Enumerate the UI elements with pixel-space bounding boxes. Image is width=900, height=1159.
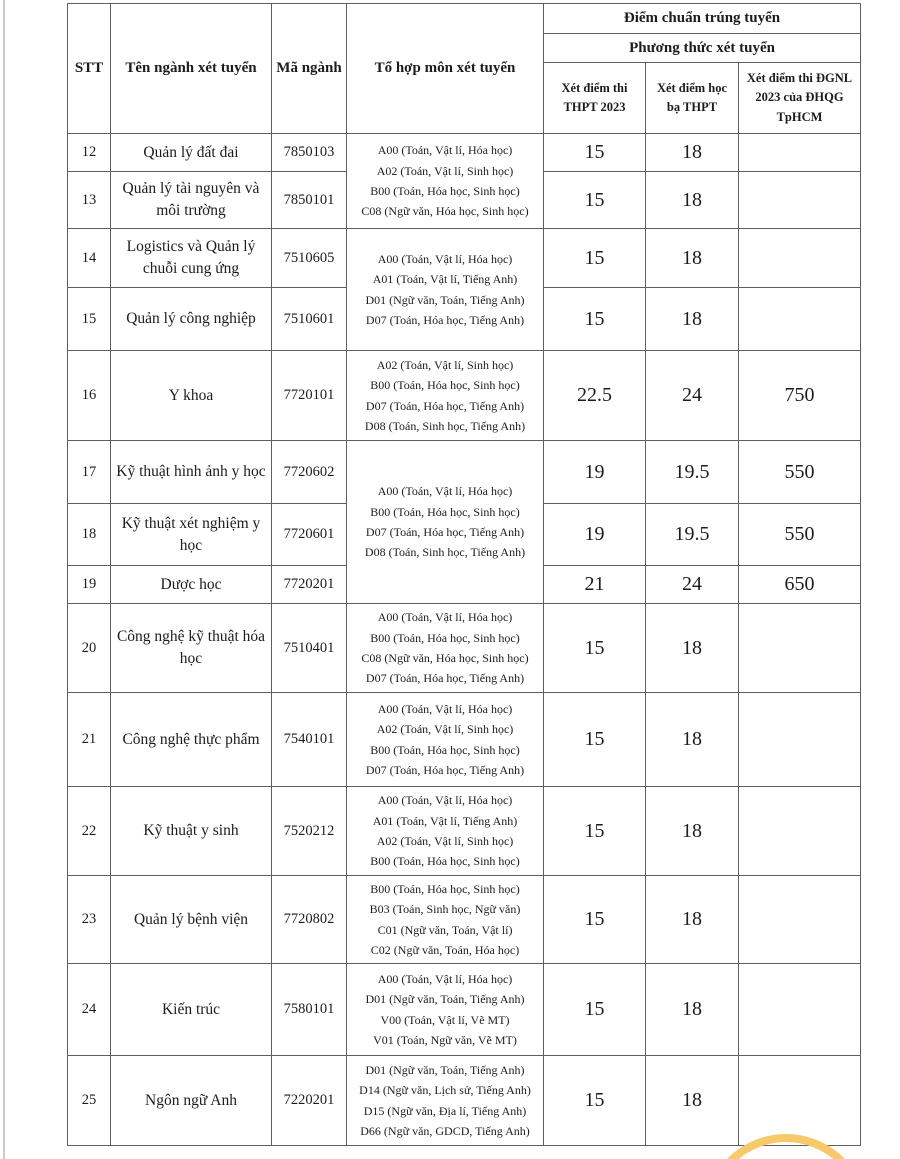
- combo-line: A00 (Toán, Vật lí, Hóa học): [377, 251, 513, 266]
- cell-subject-combo: [347, 876, 544, 964]
- cell-score-thpt: 15: [544, 876, 646, 964]
- combo-line: C08 (Ngữ văn, Hóa học, Sinh học): [361, 651, 529, 665]
- combo-line: A02 (Toán, Vật lí, Sinh học): [376, 834, 514, 848]
- cell-major-code: 7720802: [272, 876, 347, 964]
- cell-score-dgnl: [739, 288, 861, 351]
- cell-stt: 21: [68, 693, 111, 787]
- cell-score-dgnl: [739, 172, 861, 229]
- cell-stt: 15: [68, 288, 111, 351]
- cell-major-name: Ngôn ngữ Anh: [111, 1056, 272, 1146]
- cell-major-name: Kỹ thuật hình ảnh y học: [111, 441, 272, 504]
- cell-score-hocba: 19.5: [646, 441, 739, 504]
- combo-line: A00 (Toán, Vật lí, Hóa học): [377, 610, 513, 625]
- header-subject-combo: Tổ hợp môn xét tuyển: [347, 4, 544, 134]
- cell-subject-combo: [347, 604, 544, 693]
- cell-score-hocba: 18: [646, 1056, 739, 1146]
- combo-line: B00 (Toán, Hóa học, Sinh học): [370, 742, 520, 757]
- cell-major-name: Quản lý bệnh viện: [111, 876, 272, 964]
- cell-major-code: 7510605: [272, 229, 347, 288]
- combo-line: A00 (Toán, Vật lí, Hóa học): [377, 484, 513, 499]
- cell-major-code: 7540101: [272, 693, 347, 787]
- cell-major-code: 7220201: [272, 1056, 347, 1146]
- cell-score-thpt: 15: [544, 693, 646, 787]
- combo-line: V01 (Toán, Ngữ văn, Vẽ MT): [373, 1032, 517, 1047]
- cell-major-name: Y khoa: [111, 351, 272, 441]
- combo-line: A00 (Toán, Vật lí, Hóa học): [377, 143, 513, 158]
- cell-major-name: Quản lý đất đai: [111, 134, 272, 172]
- combo-line: A01 (Toán, Vật lí, Tiếng Anh): [372, 272, 518, 287]
- combo-line: B00 (Toán, Hóa học, Sinh học): [370, 854, 520, 869]
- combo-line: D01 (Ngữ văn, Toán, Tiếng Anh): [365, 1062, 525, 1077]
- table-row: [68, 229, 861, 288]
- cell-major-code: 7720101: [272, 351, 347, 441]
- combo-line: C02 (Ngữ văn, Toán, Hóa học): [370, 942, 520, 957]
- cell-stt: 17: [68, 441, 111, 504]
- cell-score-thpt: 21: [544, 566, 646, 604]
- cell-score-thpt: 15: [544, 604, 646, 693]
- cell-score-hocba: 18: [646, 876, 739, 964]
- combo-line: C08 (Ngữ văn, Hóa học, Sinh học): [361, 204, 529, 219]
- cell-major-code: 7720602: [272, 441, 347, 504]
- cell-score-hocba: 18: [646, 229, 739, 288]
- cell-major-code: 7510601: [272, 288, 347, 351]
- cell-stt: 23: [68, 876, 111, 964]
- table-row: [68, 1056, 861, 1146]
- combo-line: A00 (Toán, Vật lí, Hóa học): [377, 793, 513, 808]
- header-dgnl-score: Xét điểm thi ĐGNL 2023 của ĐHQG TpHCM: [739, 63, 861, 134]
- cell-stt: 13: [68, 172, 111, 229]
- combo-line: D14 (Ngữ văn, Lịch sử, Tiếng Anh): [359, 1083, 531, 1098]
- combo-line: A02 (Toán, Vật lí, Sinh học): [376, 722, 514, 737]
- combo-line: A00 (Toán, Vật lí, Hóa học): [377, 971, 513, 986]
- cell-score-dgnl: [739, 693, 861, 787]
- cell-major-code: 7580101: [272, 964, 347, 1056]
- cell-score-dgnl: 550: [739, 504, 861, 566]
- cell-major-name: Công nghệ kỹ thuật hóa học: [111, 604, 272, 693]
- cell-score-thpt: 15: [544, 1056, 646, 1146]
- cell-score-hocba: 18: [646, 964, 739, 1056]
- combo-line: V00 (Toán, Vật lí, Vẽ MT): [380, 1012, 510, 1027]
- cell-score-dgnl: [739, 229, 861, 288]
- cell-score-hocba: 24: [646, 351, 739, 441]
- cell-major-code: 7850103: [272, 134, 347, 172]
- combo-line: B03 (Toán, Sinh học, Ngữ văn): [369, 902, 521, 917]
- combo-line: D07 (Toán, Hóa học, Tiếng Anh): [365, 671, 525, 686]
- header-stt: STT: [68, 4, 111, 134]
- cell-score-dgnl: [739, 604, 861, 693]
- header-major-name: Tên ngành xét tuyển: [111, 4, 272, 134]
- cell-stt: 14: [68, 229, 111, 288]
- cell-score-dgnl: [739, 964, 861, 1056]
- cell-major-name: Kỹ thuật y sinh: [111, 787, 272, 876]
- cell-score-hocba: 19.5: [646, 504, 739, 566]
- cell-score-dgnl: 550: [739, 441, 861, 504]
- cell-score-thpt: 15: [544, 288, 646, 351]
- combo-line: A02 (Toán, Vật lí, Sinh học): [376, 163, 514, 178]
- combo-line: D07 (Toán, Hóa học, Tiếng Anh): [365, 398, 525, 413]
- table-row: [68, 604, 861, 693]
- page-edge-line: [3, 0, 5, 1159]
- combo-line: B00 (Toán, Hóa học, Sinh học): [370, 630, 520, 645]
- table-row: [68, 693, 861, 787]
- combo-line: A02 (Toán, Vật lí, Sinh học): [376, 357, 514, 372]
- combo-line: B00 (Toán, Hóa học, Sinh học): [370, 378, 520, 393]
- cell-subject-combo: [347, 229, 544, 351]
- header-benchmark-title: Điểm chuẩn trúng tuyển: [544, 4, 861, 34]
- cell-major-code: 7520212: [272, 787, 347, 876]
- combo-line: C01 (Ngữ văn, Toán, Vật lí): [377, 922, 513, 937]
- header-major-code: Mã ngành: [272, 4, 347, 134]
- header-method-title: Phương thức xét tuyển: [544, 34, 861, 63]
- cell-score-dgnl: [739, 876, 861, 964]
- cell-score-thpt: 19: [544, 441, 646, 504]
- cell-stt: 18: [68, 504, 111, 566]
- cell-subject-combo: [347, 693, 544, 787]
- cell-score-hocba: 18: [646, 604, 739, 693]
- cell-score-hocba: 18: [646, 288, 739, 351]
- cell-score-hocba: 18: [646, 134, 739, 172]
- cell-score-dgnl: 750: [739, 351, 861, 441]
- table-row: [68, 134, 861, 172]
- combo-line: B00 (Toán, Hóa học, Sinh học): [370, 881, 520, 896]
- cell-stt: 22: [68, 787, 111, 876]
- cell-major-code: 7850101: [272, 172, 347, 229]
- cell-score-thpt: 15: [544, 172, 646, 229]
- combo-line: D01 (Ngữ văn, Toán, Tiếng Anh): [365, 292, 525, 307]
- cell-score-thpt: 15: [544, 229, 646, 288]
- table-row: [68, 351, 861, 441]
- cell-major-name: Dược học: [111, 566, 272, 604]
- combo-line: D07 (Toán, Hóa học, Tiếng Anh): [365, 525, 525, 539]
- cell-major-name: Quản lý công nghiệp: [111, 288, 272, 351]
- cell-score-dgnl: 650: [739, 566, 861, 604]
- cell-stt: 20: [68, 604, 111, 693]
- cell-major-code: 7720201: [272, 566, 347, 604]
- cell-subject-combo: [347, 964, 544, 1056]
- combo-line: B00 (Toán, Hóa học, Sinh học): [370, 184, 520, 198]
- combo-line: D66 (Ngữ văn, GDCD, Tiếng Anh): [360, 1123, 530, 1138]
- table-row: [68, 876, 861, 964]
- cell-stt: 19: [68, 566, 111, 604]
- cell-stt: 12: [68, 134, 111, 172]
- cell-major-code: 7720601: [272, 504, 347, 566]
- table-body: [68, 134, 861, 1146]
- cell-major-name: Công nghệ thực phẩm: [111, 693, 272, 787]
- cell-score-thpt: 15: [544, 964, 646, 1056]
- cell-major-name: Quản lý tài nguyên và môi trường: [111, 172, 272, 229]
- cell-major-name: Kỹ thuật xét nghiệm y học: [111, 504, 272, 566]
- combo-line: B00 (Toán, Hóa học, Sinh học): [370, 504, 520, 519]
- combo-line: A00 (Toán, Vật lí, Hóa học): [377, 701, 513, 716]
- combo-line: D15 (Ngữ văn, Địa lí, Tiếng Anh): [363, 1103, 527, 1118]
- cell-major-name: Kiến trúc: [111, 964, 272, 1056]
- cell-major-code: 7510401: [272, 604, 347, 693]
- cell-major-name: Logistics và Quản lý chuỗi cung ứng: [111, 229, 272, 288]
- cell-subject-combo: [347, 787, 544, 876]
- combo-line: D08 (Toán, Sinh học, Tiếng Anh): [364, 545, 526, 560]
- cell-subject-combo: [347, 134, 544, 229]
- cell-score-hocba: 18: [646, 787, 739, 876]
- header-transcript-score: Xét điểm học bạ THPT: [646, 63, 739, 134]
- cell-subject-combo: [347, 351, 544, 441]
- cell-score-thpt: 15: [544, 134, 646, 172]
- cell-score-hocba: 24: [646, 566, 739, 604]
- cell-score-hocba: 18: [646, 172, 739, 229]
- combo-line: D07 (Toán, Hóa học, Tiếng Anh): [365, 312, 525, 327]
- combo-line: D07 (Toán, Hóa học, Tiếng Anh): [365, 762, 525, 777]
- cell-score-thpt: 22.5: [544, 351, 646, 441]
- table-row: [68, 441, 861, 504]
- admission-scores-table: [67, 3, 861, 1146]
- cell-subject-combo: [347, 1056, 544, 1146]
- cell-subject-combo: [347, 441, 544, 604]
- combo-line: D01 (Ngữ văn, Toán, Tiếng Anh): [365, 992, 525, 1007]
- cell-stt: 25: [68, 1056, 111, 1146]
- cell-stt: 16: [68, 351, 111, 441]
- cell-score-dgnl: [739, 787, 861, 876]
- header-row-group: [68, 4, 861, 34]
- cell-score-thpt: 19: [544, 504, 646, 566]
- table-row: [68, 964, 861, 1056]
- combo-line: A01 (Toán, Vật lí, Tiếng Anh): [372, 813, 518, 828]
- cell-stt: 24: [68, 964, 111, 1056]
- cell-score-dgnl: [739, 1056, 861, 1146]
- header-thpt-score: Xét điểm thi THPT 2023: [544, 63, 646, 134]
- cell-score-dgnl: [739, 134, 861, 172]
- cell-score-thpt: 15: [544, 787, 646, 876]
- table-row: [68, 787, 861, 876]
- combo-line: D08 (Toán, Sinh học, Tiếng Anh): [364, 418, 526, 433]
- cell-score-hocba: 18: [646, 693, 739, 787]
